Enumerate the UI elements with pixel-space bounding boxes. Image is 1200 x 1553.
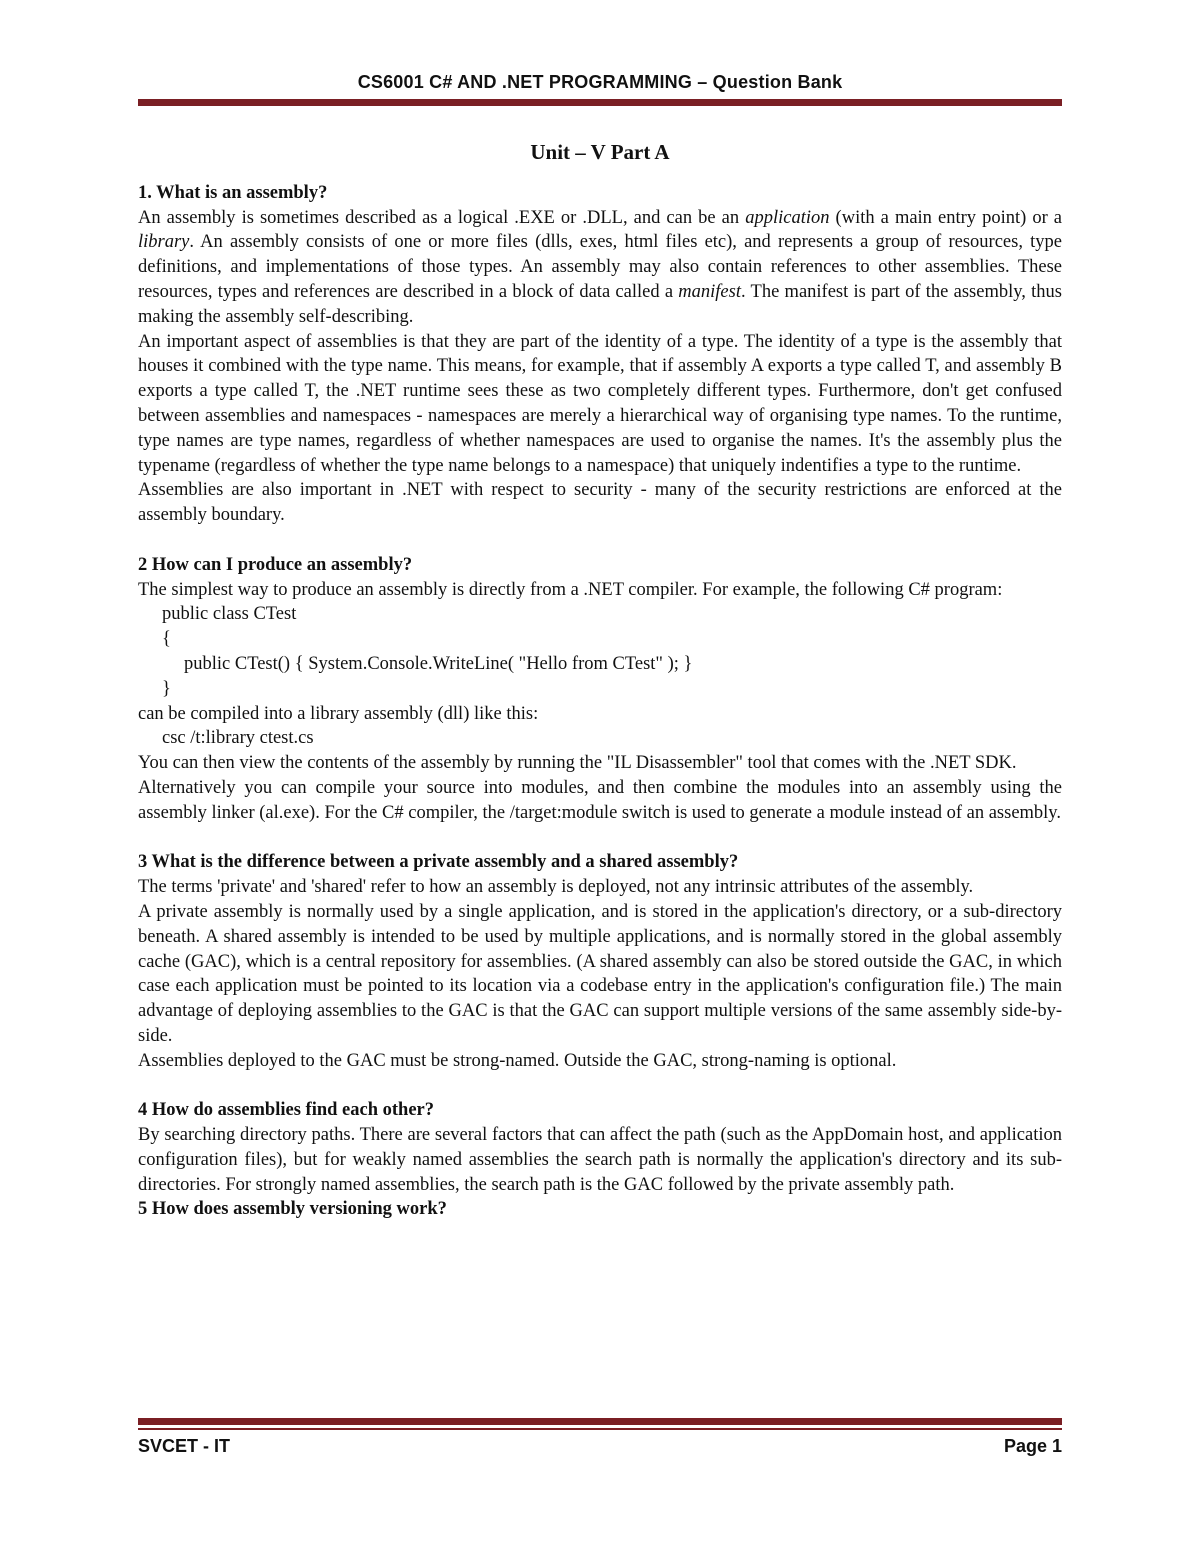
question-4-title: 4 How do assemblies find each other? <box>138 1100 434 1121</box>
unit-title: Unit – V Part A <box>530 140 670 164</box>
footer-rule-thin <box>138 1428 1062 1430</box>
question-2-paragraph-4: Alternatively you can compile your source into modules, and then combine the modules into an assembly using the assembly linker (al.exe). For the C# compiler, the /target:module switch is used to generate a module instead of an assembly. <box>138 777 1062 823</box>
emphasis-manifest: manifest <box>678 281 741 302</box>
question-2-title: 2 How can I produce an assembly? <box>138 554 413 575</box>
question-4-paragraph-1: By searching directory paths. There are several factors that can affect the path (such as the AppDomain host, and application configuration files), but for weakly named assemblies the search path is normally the application's directory and its sub-directories. For strongly named assemblies, the search path is the GAC followed by the private assembly path. <box>138 1125 1062 1195</box>
question-1-paragraph-3: Assemblies are also important in .NET with respect to security - many of the security restrictions are enforced at the assembly boundary. <box>138 480 1062 526</box>
text-run: An assembly is sometimes described as a logical .EXE or .DLL, and can be an <box>138 207 746 228</box>
question-3-title: 3 What is the difference between a private assembly and a shared assembly? <box>138 852 739 873</box>
code-line: csc /t:library ctest.cs <box>162 728 314 749</box>
text-run: (with a main entry point) or a <box>829 207 1063 228</box>
text-run: . The manifest is part of the assembly, thus making the assembly self-describing. <box>138 281 1063 327</box>
header-rule <box>138 99 1062 106</box>
question-2-paragraph-3: You can then view the contents of the assembly by running the "IL Disassembler" tool that comes with the .NET SDK. <box>138 753 1017 774</box>
question-3-paragraph-3: Assemblies deployed to the GAC must be strong-named. Outside the GAC, strong-naming is optional. <box>138 1050 897 1071</box>
question-3-paragraph-1: The terms 'private' and 'shared' refer to how an assembly is deployed, not any intrinsic attributes of the assembly. <box>138 877 974 898</box>
footer-institution: SVCET - IT <box>138 1436 231 1456</box>
document-body <box>138 140 1062 1222</box>
question-3-paragraph-2: A private assembly is normally used by a single application, and is stored in the application's directory, or a sub-directory beneath. A shared assembly is intended to be used by multiple applications, and is normally stored in the global assembly cache (GAC), which is a central repository for assemblies. (A shared assembly can also be stored outside the GAC, in which case each application must be pointed to its location via a codebase entry in the application's configuration file.) The main advantage of deploying assemblies to the GAC is that the GAC can support multiple versions of the same assembly side-by-side. <box>138 901 1062 1046</box>
code-line: } <box>162 678 171 699</box>
question-1-paragraph-1 <box>138 206 1062 330</box>
question-5-title: 5 How does assembly versioning work? <box>138 1199 447 1220</box>
code-line: { <box>162 629 171 650</box>
question-2-paragraph-1: The simplest way to produce an assembly is directly from a .NET compiler. For example, the following C# program: <box>138 579 1003 600</box>
question-2-paragraph-2: can be compiled into a library assembly (dll) like this: <box>138 703 539 724</box>
footer-rule-thick <box>138 1418 1062 1425</box>
code-line: public CTest() { System.Console.WriteLine( "Hello from CTest" ); } <box>184 653 693 674</box>
emphasis-application: application <box>745 207 830 228</box>
code-line: public class CTest <box>162 604 297 625</box>
page-number: Page 1 <box>1003 1436 1062 1456</box>
text-run: . An assembly consists of one or more files (dlls, exes, html files etc), and represents a group of resources, type definitions, and implementations of those types. An assembly may also contain references to other assemblies. These resources, types and references are described in a block of data called a <box>138 232 1062 302</box>
question-1-title: 1. What is an assembly? <box>138 182 328 203</box>
emphasis-library: library <box>138 232 190 253</box>
header-title: CS6001 C# AND .NET PROGRAMMING – Question Bank <box>357 72 843 92</box>
question-1-paragraph-2: An important aspect of assemblies is that they are part of the identity of a type. The identity of a type is the assembly that houses it combined with the type name. This means, for example, that if assembly A exports a type called T, and assembly B exports a type called T, the .NET runtime sees these as two completely different types. Furthermore, don't get confused between assemblies and namespaces - namespaces are merely a hierarchical way of organising type names. To the runtime, type names are type names, regardless of whether namespaces are used to organise the names. It's the assembly plus the typename (regardless of whether the type name belongs to a namespace) that uniquely indentifies a type to the runtime. <box>138 331 1062 476</box>
